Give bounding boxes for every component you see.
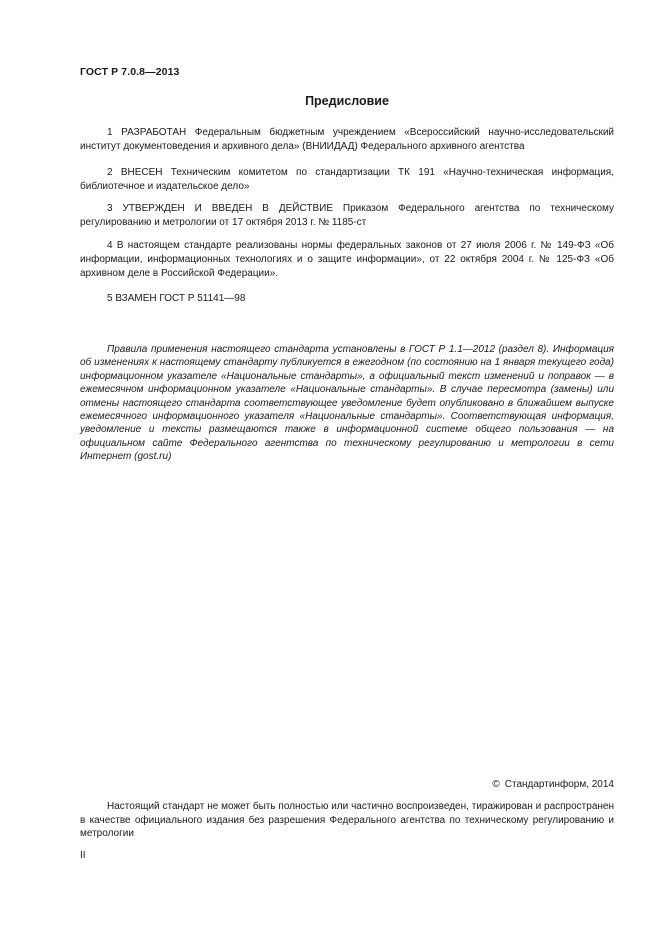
application-rules-notice: Правила применения настоящего стандарта установлены в ГОСТ Р 1.1—2012 (раздел 8). Информация об изменениях к настоящему стандарту публикуется в ежегодном (по состоянию на 1 января текущего года) информационном указателе «Национальные стандарты», а официальный текст изменений и поправок — в ежемесячном информационном указателе «Национальные стандарты». В случае пересмотра (замены) или отмены настоящего стандарта соответствующее уведомление будет опубликовано в ближайшем выпуске ежемесячного информационного указателя «Национальные стандарты». Соответствующая информация, уведомление и тексты размещаются также в информационной системе общего пользования — на официальном сайте Федерального агентства по техническому регулированию и метрологии в сети Интернет (gost.ru) (80, 344, 614, 463)
foreword-paragraph-3: 3 УТВЕРЖДЕН И ВВЕДЕН В ДЕЙСТВИЕ Приказом Федерального агентства по техническому регулированию и метрологии от 17 октября 2013 г. № 1185-ст (80, 203, 614, 228)
copyright-symbol: © (492, 779, 500, 790)
reproduction-notice: Настоящий стандарт не может быть полностью или частично воспроизведен, тиражирован и распространен в качестве официального издания без разрешения Федерального агентства по техническому регулированию и метрологии (80, 801, 614, 839)
section-title: Предисловие (305, 94, 389, 108)
copyright-line (492, 779, 614, 790)
foreword-paragraph-5: 5 ВЗАМЕН ГОСТ Р 51141—98 (107, 293, 246, 304)
document-header-id: ГОСТ Р 7.0.8—2013 (80, 66, 180, 78)
copyright-text: Стандартинформ, 2014 (504, 779, 614, 790)
foreword-paragraph-4: 4 В настоящем стандарте реализованы нормы федеральных законов от 27 июля 2006 г. № 149-ФЗ «Об информации, информационных технологиях и о защите информации», от 22 октября 2004 г. № 125-ФЗ «Об архивном деле в Российской Федерации». (80, 240, 614, 279)
foreword-paragraph-2: 2 ВНЕСЕН Техническим комитетом по стандартизации ТК 191 «Научно-техническая информация, библиотечное и издательское дело» (80, 167, 614, 192)
foreword-paragraph-1: 1 РАЗРАБОТАН Федеральным бюджетным учреждением «Всероссийский научно-исследовательский институт документоведения и архивного дела» (ВНИИДАД) Федерального архивного агентства (80, 127, 614, 152)
page-number: II (80, 850, 86, 861)
